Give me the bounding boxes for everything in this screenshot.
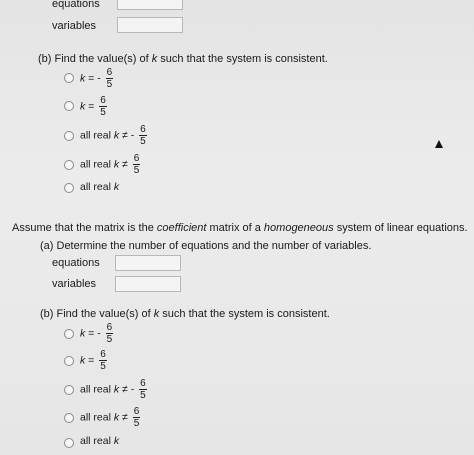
- variables-input[interactable]: [115, 276, 181, 292]
- problem-statement: Assume that the matrix is the coefficient matrix of a homogeneous system of linear equations.: [12, 222, 468, 234]
- radio-all-real-k-not-6-5[interactable]: [64, 413, 74, 423]
- part-b-prompt: (b) Find the value(s) of k such that the system is consistent.: [38, 53, 328, 65]
- radio-k-equals-6-5[interactable]: [64, 101, 74, 111]
- equations-input[interactable]: [117, 0, 183, 10]
- part-a-prompt: (a) Determine the number of equations and the number of variables.: [40, 240, 372, 252]
- radio-k-equals-neg-6-5[interactable]: [64, 329, 74, 339]
- radio-k-equals-6-5[interactable]: [64, 356, 74, 366]
- option-label: k = $\frac{6}{5}$: [80, 349, 106, 372]
- radio-all-real-k-not-neg-6-5[interactable]: [64, 131, 74, 141]
- option-label: all real k ≠ $\frac{6}{5}$: [80, 153, 140, 176]
- variables-input[interactable]: [117, 17, 183, 33]
- equations-label: equations: [52, 0, 100, 10]
- option-label: all real k ≠ - $\frac{6}{5}$: [80, 124, 146, 147]
- option-label: k = - $\frac{6}{5}$: [80, 67, 113, 90]
- option-label: all real k ≠ $\frac{6}{5}$: [80, 406, 140, 429]
- option-label: all real k: [80, 181, 120, 193]
- part-b-prompt: (b) Find the value(s) of k such that the system is consistent.: [40, 308, 330, 320]
- option-label: k = - $\frac{6}{5}$: [80, 322, 113, 345]
- option-label: k = $\frac{6}{5}$: [80, 95, 106, 118]
- option-label: all real k ≠ - $\frac{6}{5}$: [80, 378, 146, 401]
- variables-label: variables: [52, 278, 97, 290]
- radio-all-real-k-not-neg-6-5[interactable]: [64, 385, 74, 395]
- equations-input[interactable]: [115, 255, 181, 271]
- variables-label: variables: [52, 20, 97, 32]
- option-label: all real k: [80, 435, 120, 447]
- mouse-cursor-icon: [435, 140, 443, 148]
- radio-all-real-k[interactable]: [64, 183, 74, 193]
- equations-label: equations: [52, 257, 100, 269]
- radio-all-real-k-not-6-5[interactable]: [64, 160, 74, 170]
- radio-all-real-k[interactable]: [64, 438, 74, 448]
- radio-k-equals-neg-6-5[interactable]: [64, 73, 74, 83]
